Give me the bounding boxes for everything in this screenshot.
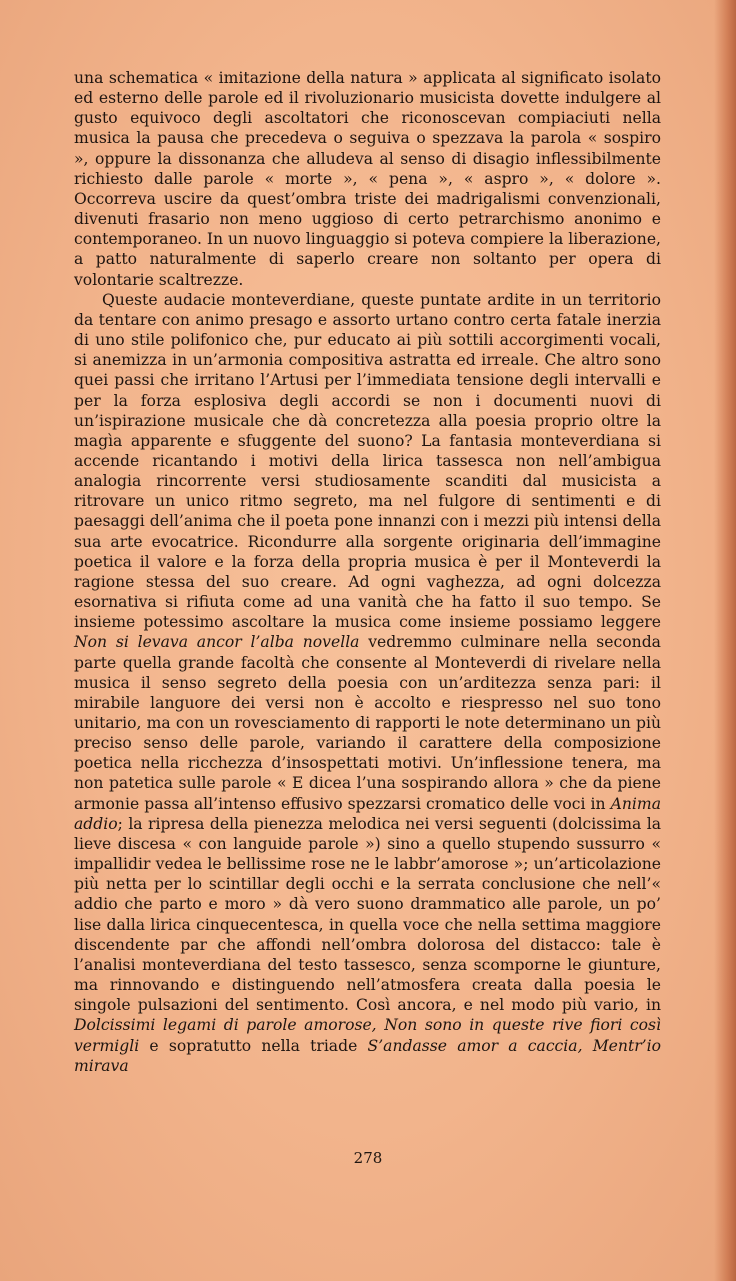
- italic-title-non-si-levava: Non si levava ancor l’alba novella: [74, 633, 360, 652]
- paragraph-2-part-1: Queste audacie monteverdiane, queste puntate ardite in un territorio da tentare con animo presago e assorto urtano contro certa fatale inerzia di uno stile polifonico che, pur educato ai più sottili accorgimenti vocali, si anemizza in un’armonia compositiva astratta ed irreale. Che altro sono quei passi che irritano l’Artusi per l’immediata tensione degli intervalli e per la forza esplosiva degli accordi se non i documenti nuovi di un’ispirazione musicale che dà concretezza alla poesia proprio oltre la magìa apparente e sfuggente del suono? La fantasia monteverdiana si accende ricantando i motivi della lirica tassesca non nell’ambigua analogia rincorrente versi studiosamente scanditi dal musicista a ritrovare un unico ritmo segreto, ma nel fulgore di sentimenti e di paesaggi dell’anima che il poeta pone innanzi con i mezzi più intensi della sua arte evocatrice. Ricondurre alla sorgente originaria dell’immagine poetica il valore e la forza della propria musica è per il Monteverdi la ragione stessa del suo creare. Ad ogni vaghezza, ad ogni dolcezza esornativa si rifiuta come ad una vanità che ha fatto il suo tempo. Se insieme potessimo ascoltare la musica come insieme possiamo leggere: [74, 290, 661, 632]
- page-edge-shadow: [714, 0, 736, 1281]
- italic-title-anima-addio: Anima addio: [74, 794, 661, 833]
- italic-title-sandasse-amor: S’andasse amor a caccia, Mentr’io mirava: [74, 1036, 662, 1075]
- body-text: [74, 68, 661, 1076]
- italic-title-dolcissimi-legami: Dolcissimi legami di parole amorose, Non sono in queste rive fiori così vermigli: [74, 1016, 661, 1055]
- paragraph-2-part-2: vedremmo culminare nella seconda parte quella grande facoltà che consente al Monteverdi di rivelare nella musica il senso segreto della poesia con un’arditezza senza pari: il mirabile languore dei versi non è accolto e riespresso nel suo tono unitario, ma con un rovesciamento di rapporti le note determinano un più preciso senso delle parole, variando il carattere della composizione poetica nella ricchezza d’insospettati motivi. Un’inflessione tenera, ma non patetica sulle parole « E dicea l’una sospirando allora » che da piene armonie passa all’intenso effusivo spezzarsi cromatico delle voci in: [74, 633, 661, 813]
- paragraph-1: una schematica « imitazione della natura » applicata al significato isolato ed esterno delle parole ed il rivoluzionario musicista dovette indulgere al gusto equivoco degli ascoltatori che riconoscevan compiaciuti nella musica la pausa che precedeva o seguiva o spezzava la parola « sospiro », oppure la dissonanza che alludeva al senso di disagio inflessibilmente richiesto dalle parole « morte », « pena », « aspro », « dolore ». Occorreva uscire da quest’ombra triste dei madrigalismi convenzionali, divenuti frasario non meno uggioso di certo petrarchismo anonimo e contemporaneo. In un nuovo linguaggio si poteva compiere la liberazione, a patto naturalmente di saperlo creare non soltanto per opera di volontarie scaltrezze.: [74, 69, 661, 289]
- paragraph-2-part-3: ; la ripresa della pienezza melodica nei versi seguenti (dolcissima la lieve discesa « con languide parole ») sino a quello stupendo sussurro « impallidir vedea le bellissime rose ne le labbr’amorose »; un’articolazione più netta per lo scintillar degli occhi e la serrata conclusione che nell’« addio che parto e moro » dà vero suono drammatico alle parole, un po’ lise dalla lirica cinquecentesca, in quella voce che nella settima maggiore discendente par che affondi nell’ombra dolorosa del distacco: tale è l’analisi monteverdiana del testo tassesco, senza scomporne le giunture, ma rinnovando e distinguendo nell’atmosfera creata dalla poesia le singole pulsazioni del sentimento. Così ancora, e nel modo più vario, in: [74, 814, 661, 1015]
- paragraph-2: [74, 290, 661, 1076]
- page-number: 278: [353, 1149, 383, 1167]
- paragraph-2-part-4: e sopratutto nella triade: [139, 1036, 368, 1055]
